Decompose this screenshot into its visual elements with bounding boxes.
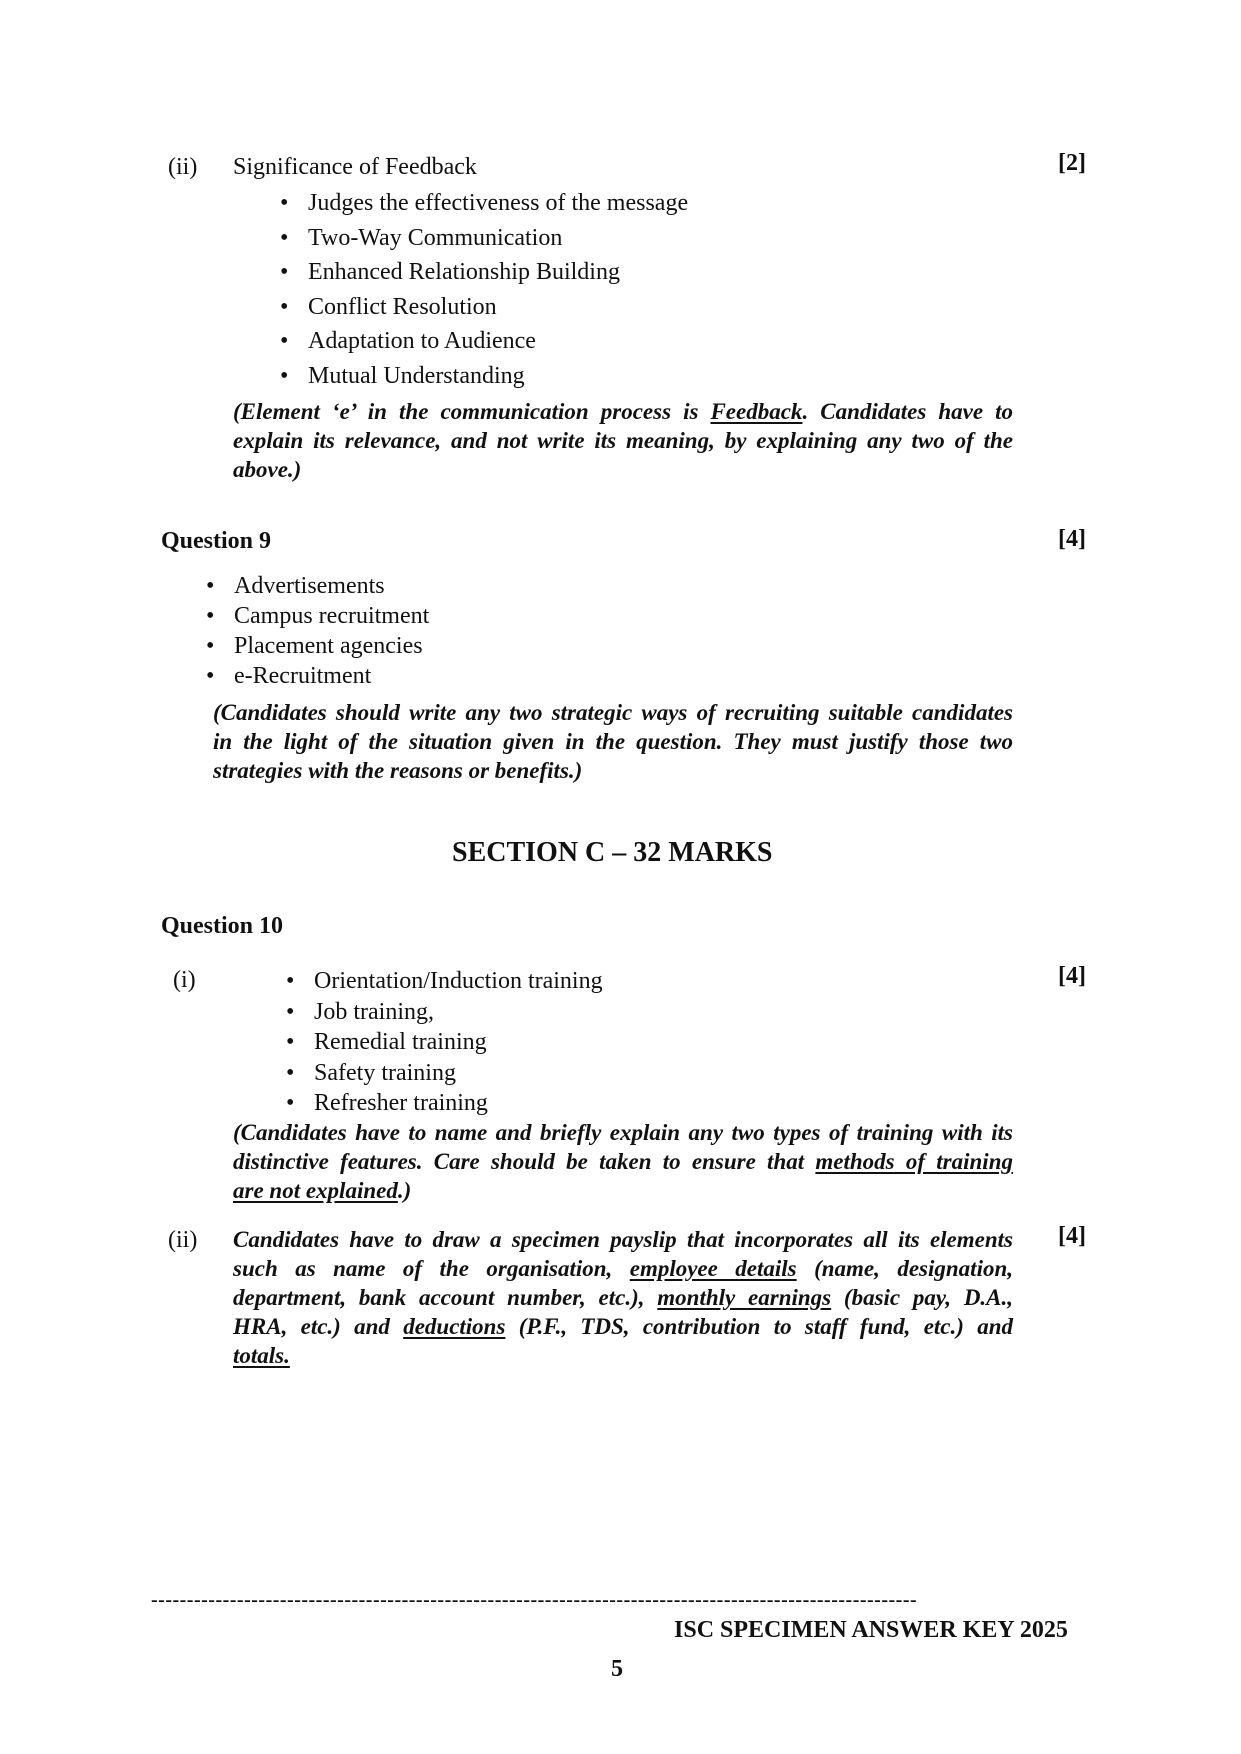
training-points-list bbox=[286, 966, 603, 1119]
bullet-icon: • bbox=[280, 362, 289, 389]
list-item: • Adaptation to Audience bbox=[308, 324, 688, 359]
bullet-icon: • bbox=[206, 573, 215, 599]
footer-title: ISC SPECIMEN ANSWER KEY 2025 bbox=[674, 1617, 1068, 1643]
bullet-icon: • bbox=[286, 1059, 295, 1086]
part-label: (ii) bbox=[168, 154, 198, 180]
part-label: (ii) bbox=[168, 1227, 198, 1253]
list-item: • Enhanced Relationship Building bbox=[308, 255, 688, 290]
bullet-icon: • bbox=[286, 1029, 295, 1055]
examiner-note: (Candidates should write any two strategic ways of recruiting suitable candidates in the light of the situation given in the question. They must justify those two strategies with the reasons or benefits.) bbox=[213, 700, 1013, 783]
examiner-note: (Element ‘e’ in the communication process is Feedback. Candidates have to explain its relevance, and not write its meaning, by explaining any two of the above.) bbox=[233, 399, 1014, 482]
list-item: • Judges the effectiveness of the message bbox=[308, 186, 688, 221]
marks-badge: [4] bbox=[1058, 1223, 1086, 1249]
list-item: • Safety training bbox=[314, 1058, 603, 1089]
payslip-instruction: Candidates have to draw a specimen payslip that incorporates all its elements such as name of the organisation, employee details (name, designation, department, bank account number, etc.), monthly earnings (basic pay, D.A., HRA, etc.) and deductions (P.F., TDS, contribution to staff fund, etc.) and totals. bbox=[233, 1227, 1014, 1368]
list-item: • Conflict Resolution bbox=[308, 290, 688, 325]
feedback-points-list bbox=[280, 186, 689, 393]
list-item: • Orientation/Induction training bbox=[314, 966, 603, 997]
page-number: 5 bbox=[611, 1656, 623, 1682]
bullet-icon: • bbox=[280, 259, 289, 285]
list-item: • Campus recruitment bbox=[206, 603, 430, 629]
bullet-icon: • bbox=[280, 224, 289, 251]
part-title: Significance of Feedback bbox=[233, 154, 477, 180]
question-heading: Question 9 bbox=[161, 528, 272, 554]
list-item: • Refresher training bbox=[314, 1088, 603, 1119]
marks-badge: [2] bbox=[1058, 150, 1086, 176]
question-heading: Question 10 bbox=[161, 913, 284, 939]
bullet-icon: • bbox=[206, 603, 215, 629]
list-item: • Advertisements bbox=[206, 573, 385, 599]
bullet-icon: • bbox=[286, 998, 295, 1025]
footer-divider: ----------------------------------------------------------------------------------------------------------- bbox=[151, 1589, 918, 1611]
bullet-icon: • bbox=[280, 328, 289, 354]
marks-badge: [4] bbox=[1058, 963, 1086, 989]
list-item: • Remedial training bbox=[314, 1027, 603, 1058]
list-item: • Two-Way Communication bbox=[308, 221, 688, 256]
part-label: (i) bbox=[173, 967, 196, 993]
list-item: • Placement agencies bbox=[206, 633, 423, 659]
recruitment-points-list bbox=[206, 571, 430, 691]
list-item: • Mutual Understanding bbox=[308, 359, 688, 394]
bullet-icon: • bbox=[206, 663, 215, 689]
list-item: • e-Recruitment bbox=[206, 663, 372, 689]
bullet-icon: • bbox=[206, 633, 215, 659]
bullet-icon: • bbox=[286, 968, 295, 994]
bullet-icon: • bbox=[280, 293, 289, 320]
examiner-note: (Candidates have to name and briefly explain any two types of training with its distinctive features. Care should be taken to ensure that methods of training are not explained.) bbox=[233, 1120, 1013, 1203]
list-item: • Job training, bbox=[314, 997, 603, 1028]
bullet-icon: • bbox=[280, 190, 289, 216]
section-heading: SECTION C – 32 MARKS bbox=[452, 837, 773, 868]
marks-badge: [4] bbox=[1058, 526, 1086, 552]
bullet-icon: • bbox=[286, 1090, 295, 1116]
